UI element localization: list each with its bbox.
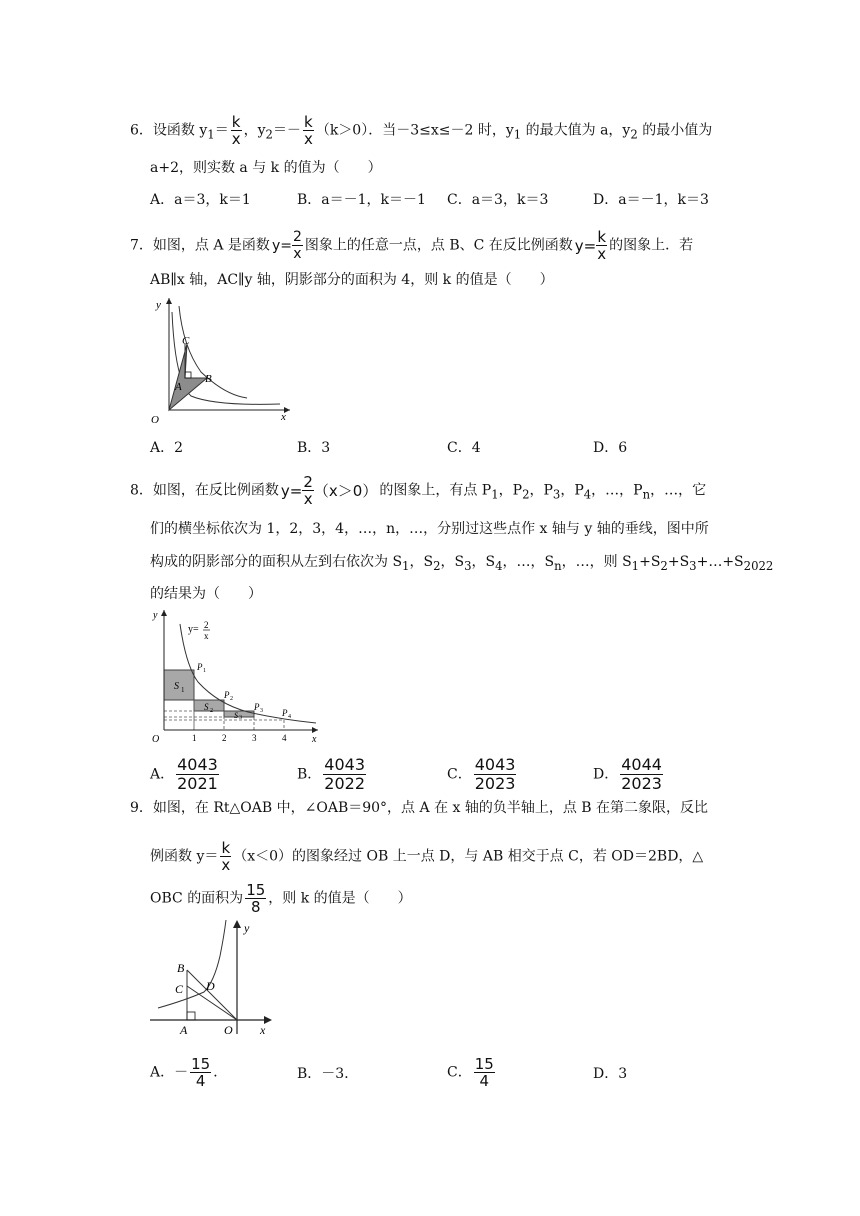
q7-option-c[interactable]: C．4 [447,440,481,456]
svg-text:3: 3 [260,708,263,714]
q7-label-c: C [182,335,190,347]
q8-line3: 构成的阴影部分的面积从左到右依次为 $S_1$，$S_2$，$S_3$，$S_4$，…，$S_n$，…，则 $S_1+S_2+S_3+\dots+S_{2022}$ [150,554,774,573]
q8-tick-1: 1 [192,733,197,743]
q6-number: 6． [130,122,153,139]
q6-fraction-1: $\frac{k}{x}$ [231,113,241,148]
q7-figure [145,292,295,430]
q8-label-p4: P [282,708,288,718]
q7-formula-2: y= $\frac{k}{x}$ [574,228,607,263]
q9-area-fraction: $\frac{15}{8}$ [246,881,266,916]
q7-line2: AB∥x 轴，AC∥y 轴，阴影部分的面积为 4，则 k 的值是（ ） [150,272,554,288]
q9-line2: 例函数 y＝ $\frac{k}{x}$ （x＜0）的图象经过 OB 上一点 D，与 AB 相交于点 C，若 OD＝2BD，△ [150,839,704,874]
svg-text:2: 2 [210,708,213,714]
q9-label-c: C [175,982,184,996]
q8-option-c[interactable]: C． $\frac{4043}{2023}$ [447,755,516,793]
q7-line1: 7．如图，点 A 是函数 y= $\frac{2}{x}$ 图象上的任意一点，点 B、C 在反比例函数 y= $\frac{k}{x}$ 的图象上．若 [130,228,694,263]
q9-figure [146,916,286,1040]
svg-text:2: 2 [230,696,233,702]
q8-label-y: y [153,610,158,621]
svg-text:1: 1 [181,686,185,694]
q9-label-y: y [244,921,250,935]
q9-right-angle-mark [187,1012,195,1020]
q8-label-s3: S [234,711,238,720]
q8-label-s2: S [204,702,209,712]
q8-tick-3: 3 [252,733,257,743]
q8-option-d[interactable]: D． $\frac{4044}{2023}$ [593,755,662,793]
q6-option-d[interactable]: D．a＝－1，k＝3 [593,192,709,208]
q7-right-angle-mark [185,372,191,378]
q8-label-p3: P [254,702,260,712]
q9-option-a[interactable]: A．－ $\frac{15}{4}$ ． [150,1055,228,1090]
q7-number: 7． [130,237,153,254]
q6-option-b[interactable]: B．a＝－1，k＝－1 [297,192,426,208]
q8-number: 8． [130,482,153,499]
q9-label-o: O [224,1023,233,1037]
q9-formula: $\frac{k}{x}$ [221,839,231,874]
q8-label-p1: P [197,662,203,672]
q7-option-d[interactable]: D．6 [593,440,628,456]
q8-line1: 8．如图，在反比例函数 y= $\frac{2}{x}$ （x＞0） 的图象上，有点 $P_1$，$P_2$，$P_3$，$P_4$，…，$P_n$，…，它 [130,473,707,508]
q7-label-x: x [281,411,286,423]
q8-figure [148,604,324,746]
q8-label-o: O [152,734,160,745]
svg-text:4: 4 [288,714,291,720]
q8-line4: 的结果为（ ） [150,586,262,602]
q8-line2: 们的横坐标依次为 1，2，3，4，…，n，…，分别过这些点作 x 轴与 y 轴的垂线，图中所 [150,521,709,537]
q8-option-b[interactable]: B． $\frac{4043}{2022}$ [297,755,366,793]
q8-curve-label-num: 2 [204,620,209,630]
q8-tick-2: 2 [222,733,227,743]
q7-label-a: A [175,381,182,393]
q8-label-p2: P [224,690,230,700]
q9-line3: OBC 的面积为 $\frac{15}{8}$ ，则 k 的值是（ ） [150,881,412,916]
q7-formula-1: y= $\frac{2}{x}$ [271,229,302,262]
q8-tick-4: 4 [282,733,287,743]
q9-curve [158,920,226,1008]
q7-option-a[interactable]: A．2 [150,440,184,456]
q7-shaded-region [169,344,207,410]
q8-label-x: x [312,734,317,745]
q8-shade-s1 [164,670,194,700]
q9-option-d[interactable]: D．3 [593,1066,628,1082]
q9-segment-ob [187,970,237,1020]
q9-label-b: B [177,961,185,975]
q9-number: 9． [130,800,153,816]
q7-y-arrow [166,298,172,304]
q7-label-b: B [205,373,212,385]
q9-label-a: A [180,1023,188,1037]
svg-text:3: 3 [239,715,242,721]
q8-formula: y= $\frac{2}{x}$ （x＞0） [280,473,378,508]
q6-option-a[interactable]: A．a＝3，k＝1 [150,192,251,208]
q9-label-d: D [206,979,215,993]
q8-shade-s2 [194,700,224,711]
q6-line2: a+2，则实数 a 与 k 的值为（ ） [150,160,382,176]
q6-line1: 6．设函数 $y_1=$ $\frac{k}{x}$ ，$y_2=-$ $\frac{k}{x}$ （k＞0）．当－3≤x≤－2 时，$y_1$ 的最大值为 a，$y_2$ 的最小值为 [130,113,713,148]
q9-label-x: x [260,1023,266,1037]
q7-label-o: O [151,414,159,426]
q7-option-b[interactable]: B．3 [297,440,331,456]
q6-fraction-2: $\frac{k}{x}$ [303,113,313,148]
q8-curve-label-den: x [204,631,209,641]
q9-option-b[interactable]: B．－3． [297,1066,359,1082]
q6-option-c[interactable]: C．a＝3，k＝3 [447,192,549,208]
q8-curve-label-pre: y= [188,624,199,635]
q8-option-a[interactable]: A． $\frac{4043}{2021}$ [150,755,218,793]
svg-text:1: 1 [203,668,206,674]
q8-label-s1: S [174,681,179,692]
q9-option-c[interactable]: C． $\frac{15}{4}$ [447,1055,494,1090]
q9-line1: 9．如图，在 Rt△OAB 中，∠OAB＝90°，点 A 在 x 轴的负半轴上，点 B 在第二象限，反比 [130,800,709,816]
q7-label-y: y [156,299,161,311]
